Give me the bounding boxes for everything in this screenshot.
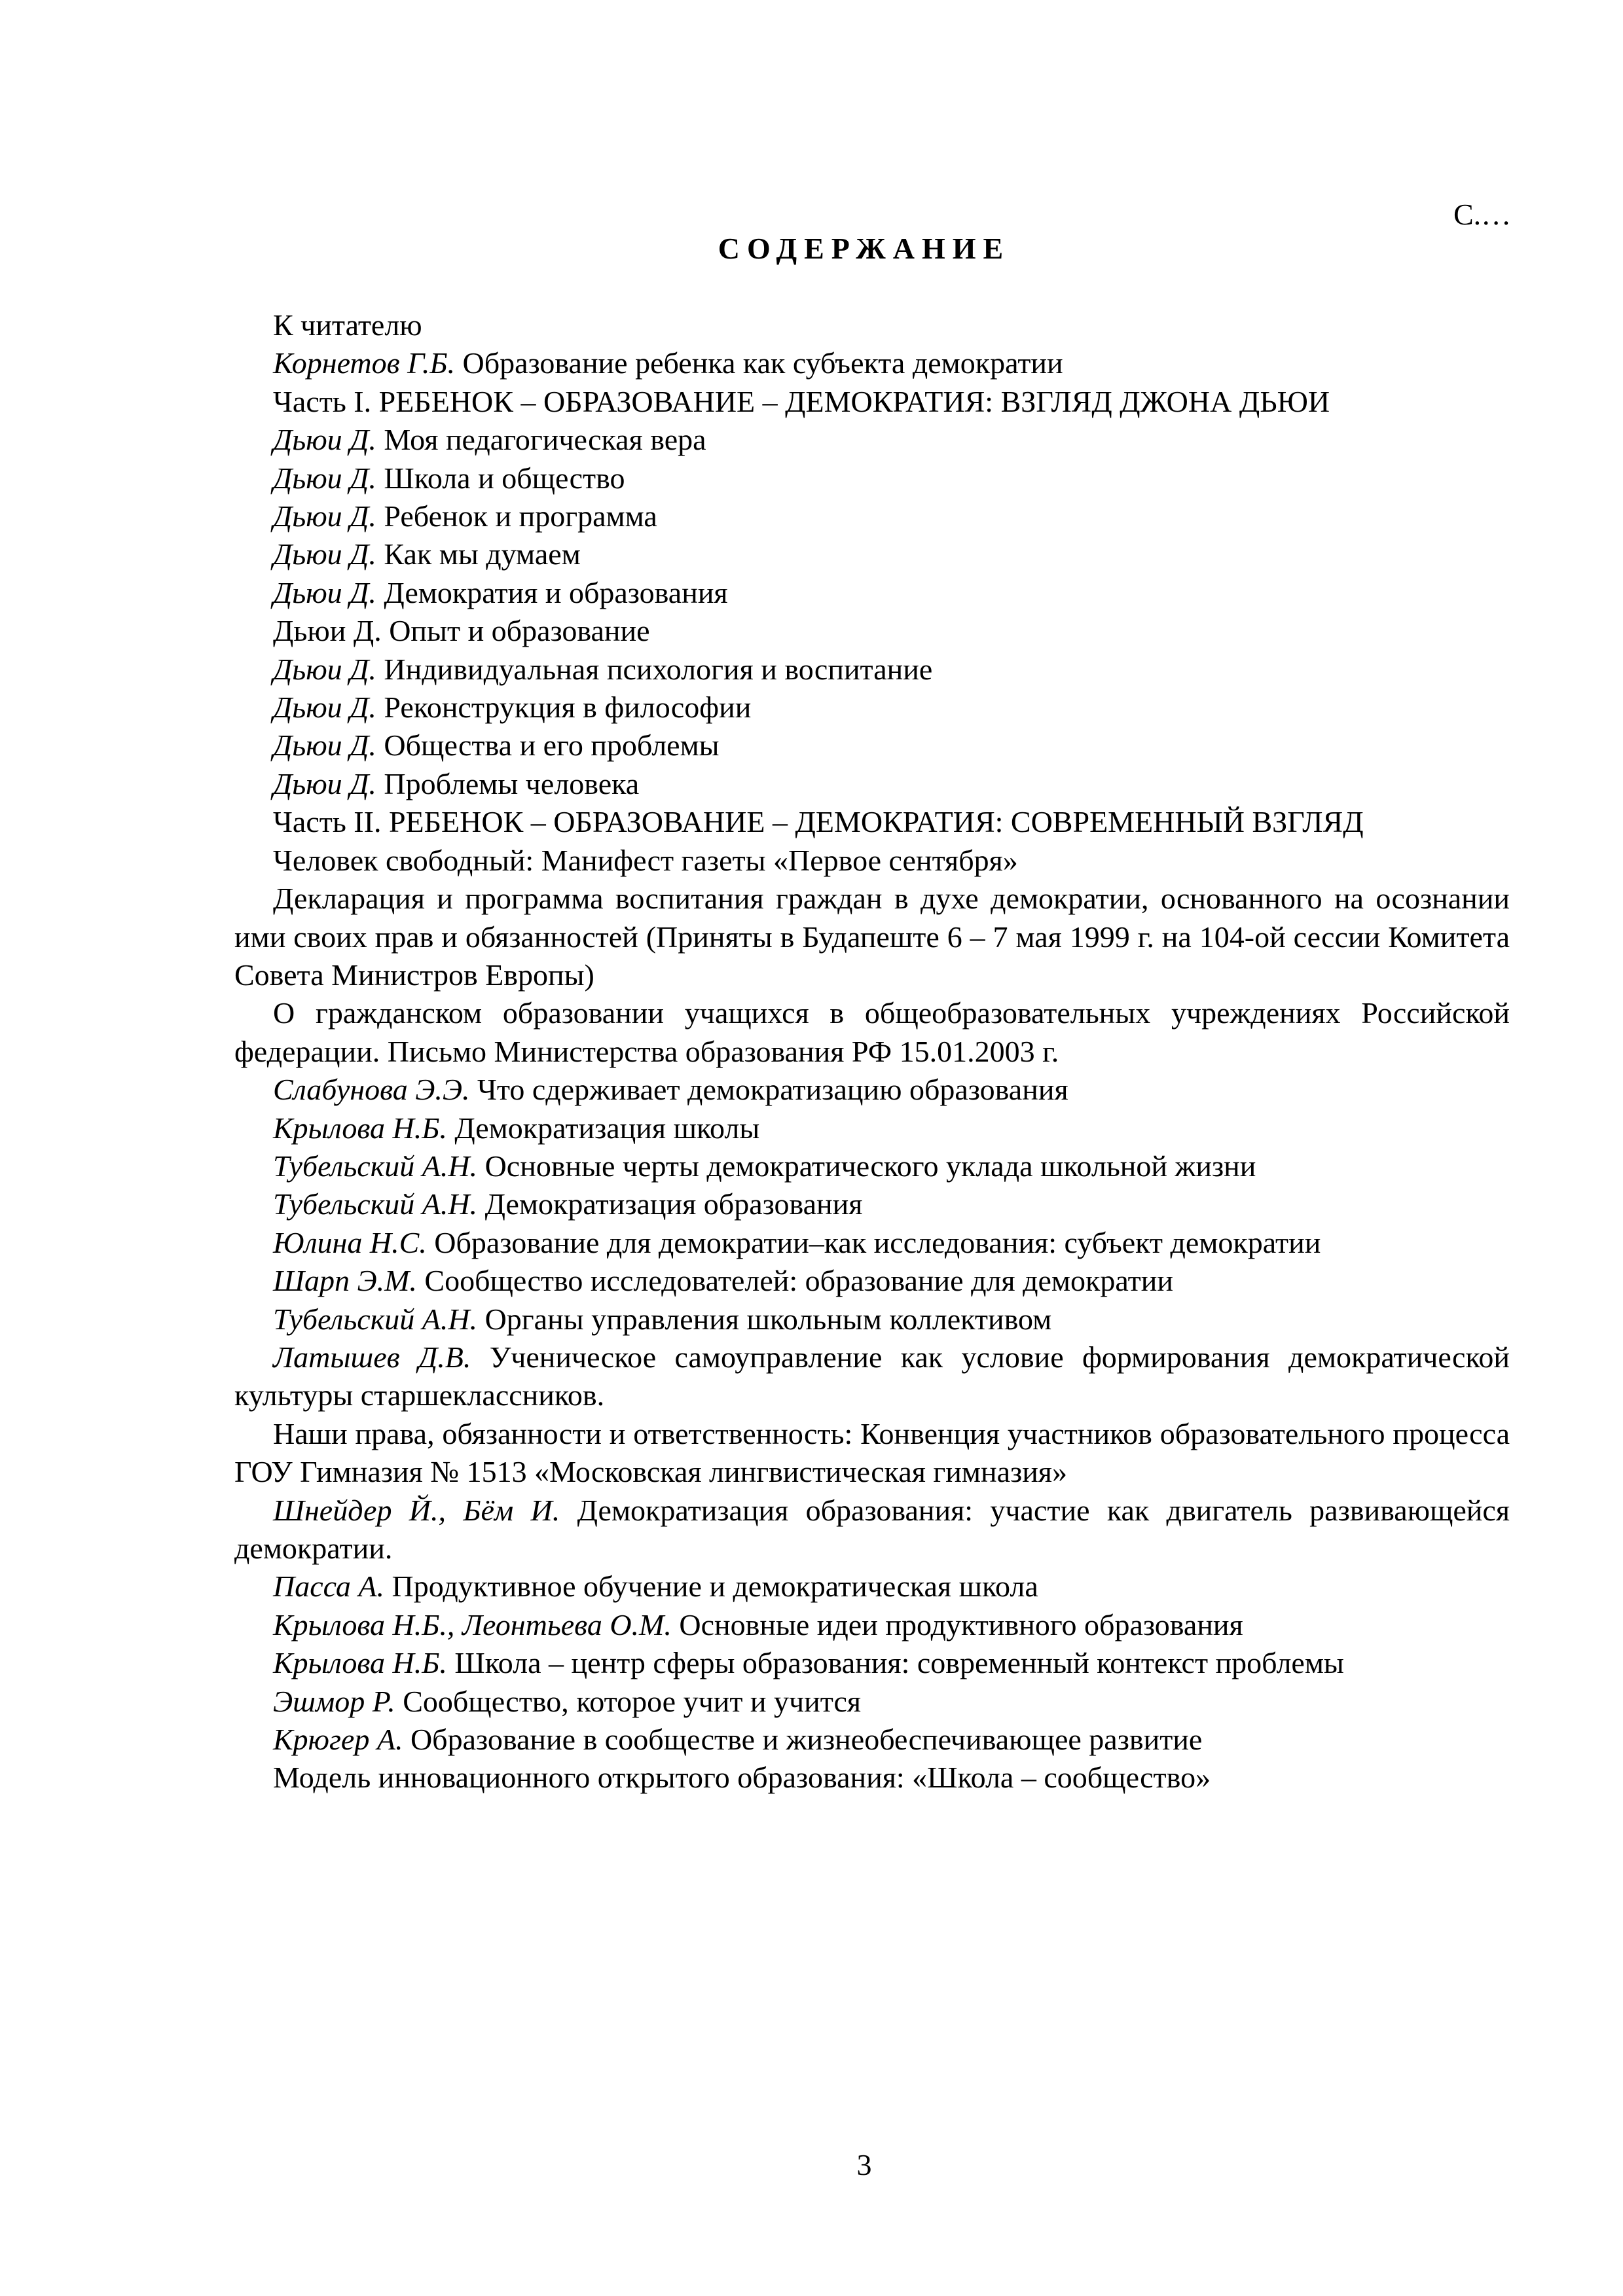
- toc-entry-author: Крылова Н.Б.: [273, 1111, 447, 1145]
- toc-entry: [234, 1415, 1510, 1492]
- toc-entry-author: Латышев Д.В.: [273, 1340, 471, 1374]
- toc-entry: [234, 459, 1510, 497]
- toc-entry: [234, 1606, 1510, 1644]
- toc-entry: [234, 1338, 1510, 1415]
- toc-entry-text: Ученическое самоуправление как условие формирования демократической культуры старшеклассников.: [234, 1340, 1510, 1412]
- toc-entry-text: Ребенок и программа: [384, 499, 657, 533]
- toc-entry-text: Проблемы человека: [384, 766, 640, 800]
- toc-entry-text: Демократизация школы: [454, 1111, 760, 1145]
- toc-entry: [234, 1300, 1510, 1338]
- toc-entry-text: Декларация и программа воспитания граждан в духе демократии, основанного на осознании ими своих прав и обязанностей (Приняты в Будапеште 6 – 7 мая 1999 г. на 104-ой сессии Комитета Совета Министров Европы): [234, 882, 1510, 992]
- toc-entry-text: Основные идеи продуктивного образования: [679, 1607, 1243, 1641]
- toc-entry-text: Моя педагогическая вера: [384, 423, 706, 457]
- toc-entry-author: Дьюи Д.: [273, 423, 376, 457]
- toc-entry-author: Слабунова Э.Э.: [273, 1073, 470, 1107]
- toc-entry: [234, 306, 1510, 344]
- toc-entry-author: Дьюи Д.: [273, 766, 376, 800]
- toc-entry-author: Тубельский А.Н.: [273, 1302, 478, 1336]
- toc-entry-author: Дьюи Д.: [273, 537, 376, 571]
- toc-entry-author: Дьюи Д.: [273, 652, 376, 686]
- page-number: 3: [856, 2148, 872, 2181]
- toc-entry-text: Как мы думаем: [384, 537, 581, 571]
- toc-entry-text: Что сдерживает демократизацию образования: [477, 1073, 1068, 1107]
- toc-entry: [234, 1147, 1510, 1185]
- toc-entry-text: О гражданском образовании учащихся в общеобразовательных учреждениях Российской федерации. Письмо Министерства образования РФ 15.01.2003 г.: [234, 996, 1510, 1068]
- toc-entry: [234, 574, 1510, 612]
- toc-entry-text: Школа – центр сферы образования: современный контекст проблемы: [454, 1646, 1344, 1680]
- toc-entry: [234, 497, 1510, 535]
- toc-entry-text: Человек свободный: Манифест газеты «Первое сентября»: [273, 843, 1018, 877]
- toc-entry: [234, 689, 1510, 726]
- toc-entry-text: К читателю: [273, 308, 422, 342]
- toc-entry-text: Сообщество исследователей: образование для демократии: [424, 1264, 1173, 1298]
- toc-entry-text: Наши права, обязанности и ответственность: Конвенция участников образовательного процесса ГОУ Гимназия № 1513 «Московская лингвистическая гимназия»: [234, 1416, 1510, 1489]
- toc-entry: [234, 1644, 1510, 1682]
- toc-entry: [234, 344, 1510, 382]
- toc-entry-text: Образование ребенка как субъекта демократии: [462, 346, 1063, 380]
- toc-entry-text: Образование для демократии–как исследования: субъект демократии: [434, 1225, 1321, 1259]
- toc-entry-author: Эшмор Р.: [273, 1684, 395, 1718]
- toc-title: СОДЕРЖАНИЕ: [718, 232, 1011, 265]
- toc-entry-text: Образование в сообществе и жизнеобеспечивающее развитие: [410, 1723, 1203, 1757]
- toc-entry-author: Крылова Н.Б.: [273, 1646, 447, 1680]
- toc-entry-author: Шарп Э.М.: [273, 1264, 417, 1298]
- toc-entry: [234, 383, 1510, 421]
- toc-entry-author: Юлина Н.С.: [273, 1225, 427, 1259]
- toc-entry: [234, 1759, 1510, 1797]
- toc-entry-text: Индивидуальная психология и воспитание: [384, 652, 933, 686]
- toc-entry-author: Дьюи Д.: [273, 575, 376, 609]
- toc-entry-text: Демократизация образования: участие как двигатель развивающейся демократии.: [234, 1493, 1510, 1565]
- toc-entry: [234, 1262, 1510, 1300]
- toc-entry-author: Крылова Н.Б., Леонтьева О.М.: [273, 1607, 672, 1641]
- toc-entry-text: Основные черты демократического уклада школьной жизни: [484, 1149, 1256, 1183]
- toc-entry-author: Шнейдер Й., Бём И.: [273, 1493, 560, 1527]
- toc-entry: [234, 612, 1510, 650]
- toc-entry: [234, 1071, 1510, 1109]
- toc-entry: [234, 765, 1510, 803]
- toc-entry-text: Продуктивное обучение и демократическая школа: [392, 1570, 1038, 1604]
- toc-entry-text: Модель инновационного открытого образования: «Школа – сообщество»: [273, 1761, 1211, 1795]
- toc-entry-author: Дьюи Д.: [273, 461, 376, 495]
- toc-entry: [234, 1568, 1510, 1605]
- toc-entry: [234, 1721, 1510, 1759]
- table-of-contents: [234, 306, 1510, 1797]
- toc-entry-text: Демократизация образования: [484, 1187, 863, 1221]
- toc-entry-author: Дьюи Д.: [273, 499, 376, 533]
- toc-entry-text: Часть I. РЕБЕНОК – ОБРАЗОВАНИЕ – ДЕМОКРАТИЯ: ВЗГЛЯД ДЖОНА ДЬЮИ: [273, 384, 1330, 418]
- toc-entry-text: Сообщество, которое учит и учится: [403, 1684, 862, 1718]
- toc-entry-author: Дьюи Д.: [273, 728, 376, 762]
- toc-entry-author: Тубельский А.Н.: [273, 1187, 478, 1221]
- toc-entry-author: Дьюи Д.: [273, 691, 376, 725]
- toc-entry: [234, 1683, 1510, 1721]
- page-reference-label: С.…: [1453, 198, 1512, 231]
- toc-entry-text: Часть II. РЕБЕНОК – ОБРАЗОВАНИЕ – ДЕМОКРАТИЯ: СОВРЕМЕННЫЙ ВЗГЛЯД: [273, 805, 1364, 839]
- toc-entry-text: Органы управления школьным коллективом: [484, 1302, 1052, 1336]
- toc-entry: [234, 651, 1510, 689]
- toc-entry: [234, 803, 1510, 841]
- toc-entry-text: Школа и общество: [384, 461, 625, 495]
- toc-entry: [234, 994, 1510, 1071]
- toc-entry: [234, 880, 1510, 994]
- toc-entry-text: Демократия и образования: [384, 575, 728, 609]
- toc-entry: [234, 1185, 1510, 1223]
- toc-entry: [234, 421, 1510, 459]
- toc-entry-text: Общества и его проблемы: [384, 728, 720, 762]
- toc-entry-author: Корнетов Г.Б.: [273, 346, 455, 380]
- toc-entry-author: Тубельский А.Н.: [273, 1149, 478, 1183]
- toc-entry: [234, 842, 1510, 880]
- toc-entry: [234, 1224, 1510, 1262]
- toc-entry-text: Реконструкция в философии: [384, 691, 752, 725]
- toc-entry: [234, 1492, 1510, 1568]
- toc-entry-text: Дьюи Д. Опыт и образование: [273, 614, 650, 648]
- toc-entry: [234, 726, 1510, 764]
- toc-entry: [234, 535, 1510, 573]
- toc-entry: [234, 1109, 1510, 1147]
- toc-entry-author: Крюгер А.: [273, 1723, 403, 1757]
- toc-entry-author: Пасса А.: [273, 1570, 384, 1604]
